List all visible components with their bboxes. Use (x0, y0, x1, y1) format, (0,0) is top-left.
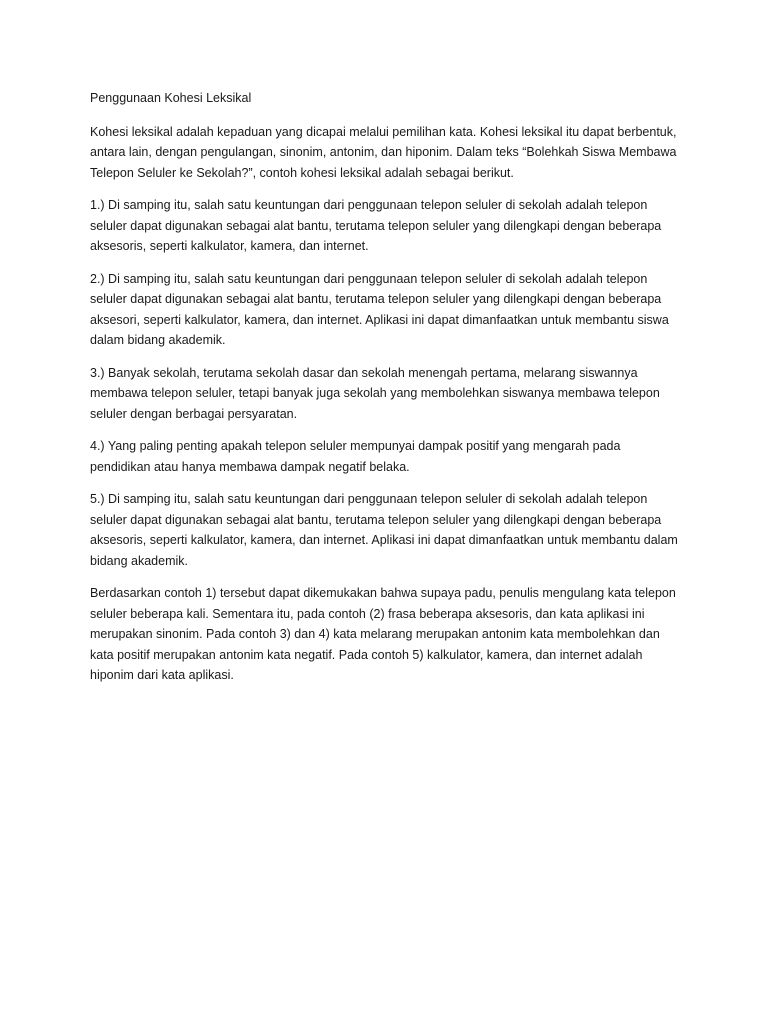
document-title: Penggunaan Kohesi Leksikal (90, 91, 252, 105)
example-5-paragraph: 5.) Di samping itu, salah satu keuntungan dari penggunaan telepon seluler di sekolah adalah telepon seluler dapat digunakan sebagai alat bantu, terutama telepon seluler yang dilengkapi dengan beberapa aksesoris, seperti kalkulator, kamera, dan internet. Aplikasi ini dapat dimanfaatkan untuk membantu dalam bidang akademik. (90, 492, 678, 568)
conclusion-paragraph: Berdasarkan contoh 1) tersebut dapat dikemukakan bahwa supaya padu, penulis mengulang kata telepon seluler beberapa kali. Sementara itu, pada contoh (2) frasa beberapa aksesoris, dan kata aplikasi ini merupakan sinonim. Pada contoh 3) dan 4) kata melarang merupakan antonim kata membolehkan dan kata positif merupakan antonim kata negatif. Pada contoh 5) kalkulator, kamera, dan internet adalah hiponim dari kata aplikasi. (90, 586, 676, 682)
intro-paragraph: Kohesi leksikal adalah kepaduan yang dicapai melalui pemilihan kata. Kohesi leksikal itu dapat berbentuk, antara lain, dengan pengulangan, sinonim, antonim, dan hiponim. Dalam teks “Bolehkah Siswa Membawa Telepon Seluler ke Sekolah?”, contoh kohesi leksikal adalah sebagai berikut. (90, 124, 677, 180)
example-2-paragraph: 2.) Di samping itu, salah satu keuntungan dari penggunaan telepon seluler di sekolah adalah telepon seluler dapat digunakan sebagai alat bantu, terutama telepon seluler yang dilengkapi dengan beberapa aksesori, seperti kalkulator, kamera, dan internet. Aplikasi ini dapat dimanfaatkan untuk membantu siswa dalam bidang akademik. (90, 271, 669, 347)
example-4-paragraph: 4.) Yang paling penting apakah telepon seluler mempunyai dampak positif yang mengarah pada pendidikan atau hanya membawa dampak negatif belaka. (90, 439, 621, 474)
document-page (90, 88, 680, 698)
example-1-paragraph: 1.) Di samping itu, salah satu keuntungan dari penggunaan telepon seluler di sekolah adalah telepon seluler dapat digunakan sebagai alat bantu, terutama telepon seluler yang dilengkapi dengan beberapa aksesoris, seperti kalkulator, kamera, dan internet. (90, 198, 662, 253)
example-3-paragraph: 3.) Banyak sekolah, terutama sekolah dasar dan sekolah menengah pertama, melarang siswannya membawa telepon seluler, tetapi banyak juga sekolah yang membolehkan siswanya membawa telepon seluler dengan berbagai persyaratan. (90, 365, 660, 421)
